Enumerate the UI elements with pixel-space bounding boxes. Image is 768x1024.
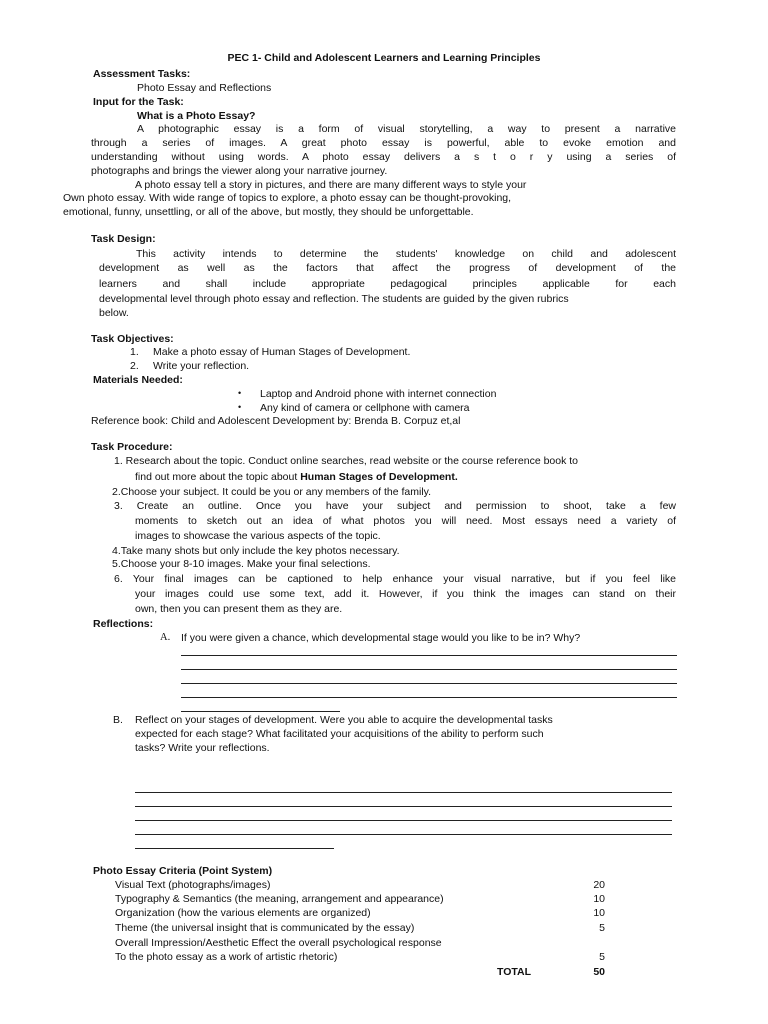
design-line: below. [99, 307, 129, 319]
criteria-row [115, 878, 605, 892]
procedure-step: 5.Choose your 8-10 images. Make your final selections. [112, 558, 371, 570]
criteria-label: To the photo essay as a work of artistic rhetoric) [115, 951, 338, 963]
procedure-step: own, then you can present them as they are. [135, 603, 343, 615]
input-para1-line: photographs and brings the viewer along your narrative journey. [91, 165, 388, 177]
criteria-row [115, 950, 605, 964]
criteria-points: 10 [593, 907, 605, 919]
answer-line[interactable] [181, 655, 677, 656]
criteria-label: Typography & Semantics (the meaning, arrangement and appearance) [115, 893, 444, 905]
design-line: developmental level through photo essay and reflection. The students are guided by the given rubrics [99, 293, 569, 305]
reflection-b-label: B. [113, 714, 123, 726]
criteria-label: Visual Text (photographs/images) [115, 879, 271, 891]
design-line: development as well as the factors that affect the progress of development of the [99, 262, 676, 274]
criteria-label: Overall Impression/Aesthetic Effect the overall psychological response [115, 937, 442, 949]
input-para2-line: Own photo essay. With wide range of topics to explore, a photo essay can be thought-provoking, [63, 192, 512, 204]
answer-line[interactable] [135, 806, 672, 807]
design-line: This activity intends to determine the students' knowledge on child and adolescent [136, 248, 676, 260]
criteria-row [115, 906, 605, 920]
input-para2-line: emotional, funny, unsettling, or all of the above, but mostly, they should be unforgettable. [63, 206, 474, 218]
bullet-icon: • [238, 402, 242, 412]
criteria-heading: Photo Essay Criteria (Point System) [93, 865, 273, 877]
total-value: 50 [593, 966, 605, 978]
answer-line[interactable] [135, 792, 672, 793]
total-label: TOTAL [497, 966, 532, 978]
procedure-step: 4.Take many shots but only include the key photos necessary. [112, 545, 400, 557]
criteria-row [115, 936, 605, 950]
objectives-heading: Task Objectives: [91, 333, 174, 345]
criteria-points: 5 [599, 951, 605, 963]
criteria-points: 5 [599, 922, 605, 934]
procedure-step: your images could use some text, add it. However, if you think the images can stand on their [135, 588, 676, 600]
reference-book: Reference book: Child and Adolescent Development by: Brenda B. Corpuz et,al [91, 415, 461, 427]
procedure-step: 6. Your final images can be captioned to help enhance your visual narrative, but if you feel like [114, 573, 676, 585]
procedure-step: 3. Create an outline. Once you have your subject and permission to shoot, take a few [114, 500, 676, 512]
answer-line[interactable] [181, 711, 340, 712]
answer-line[interactable] [181, 697, 677, 698]
bullet-icon: • [238, 388, 242, 398]
answer-line[interactable] [181, 683, 677, 684]
materials-heading: Materials Needed: [93, 374, 183, 386]
objective-text: Write your reflection. [153, 360, 250, 372]
reflection-a-label: A. [160, 632, 171, 643]
assessment-subtitle: Photo Essay and Reflections [137, 82, 272, 94]
input-para1-line: A photographic essay is a form of visual storytelling, a way to present a narrative [137, 123, 676, 135]
objective-text: Make a photo essay of Human Stages of Development. [153, 346, 411, 358]
criteria-row [115, 921, 605, 935]
reflections-heading: Reflections: [93, 618, 154, 630]
criteria-label: Organization (how the various elements are organized) [115, 907, 371, 919]
reflection-b-question: Reflect on your stages of development. Were you able to acquire the developmental tasks [135, 714, 553, 726]
answer-line[interactable] [181, 669, 677, 670]
criteria-label: Theme (the universal insight that is communicated by the essay) [115, 922, 415, 934]
material-item: Laptop and Android phone with internet connection [260, 388, 497, 400]
objective-number: 2. [130, 360, 139, 372]
design-line: learners and shall include appropriate pedagogical principles applicable for each [99, 278, 676, 290]
assessment-heading: Assessment Tasks: [93, 68, 191, 80]
objective-number: 1. [130, 346, 139, 358]
input-para1-line: through a series of images. A great photo essay is powerful, able to evoke emotion and [91, 137, 676, 149]
reflection-a-question: If you were given a chance, which developmental stage would you like to be in? Why? [181, 632, 581, 644]
procedure-step [135, 470, 458, 484]
criteria-points: 20 [593, 879, 605, 891]
photo-essay-question: What is a Photo Essay? [137, 110, 256, 122]
document-title: PEC 1- Child and Adolescent Learners and Learning Principles [227, 52, 541, 64]
procedure-step: moments to sketch out an idea of what photos you will need. Most essays need a variety of [135, 515, 676, 527]
input-heading: Input for the Task: [93, 96, 184, 108]
procedure-step-emphasis: Human Stages of Development. [300, 471, 458, 483]
procedure-step: 1. Research about the topic. Conduct online searches, read website or the course reference book to [114, 455, 579, 467]
input-para1-line: understanding without using words. A photo essay delivers a s t o r y using a series of [91, 151, 676, 163]
answer-line[interactable] [135, 848, 334, 849]
procedure-step: 2.Choose your subject. It could be you or any members of the family. [112, 486, 432, 498]
design-heading: Task Design: [91, 233, 156, 245]
procedure-step: images to showcase the various aspects of the topic. [135, 530, 381, 542]
procedure-step-text: find out more about the topic about [135, 471, 301, 483]
criteria-row [115, 892, 605, 906]
reflection-b-question: tasks? Write your reflections. [135, 742, 270, 754]
material-item: Any kind of camera or cellphone with camera [260, 402, 470, 414]
answer-line[interactable] [135, 834, 672, 835]
input-para2-line: A photo essay tell a story in pictures, and there are many different ways to style your [135, 179, 527, 191]
criteria-points: 10 [593, 893, 605, 905]
reflection-b-question: expected for each stage? What facilitated your acquisitions of the ability to perform such [135, 728, 544, 740]
answer-line[interactable] [135, 820, 672, 821]
procedure-heading: Task Procedure: [91, 441, 173, 453]
